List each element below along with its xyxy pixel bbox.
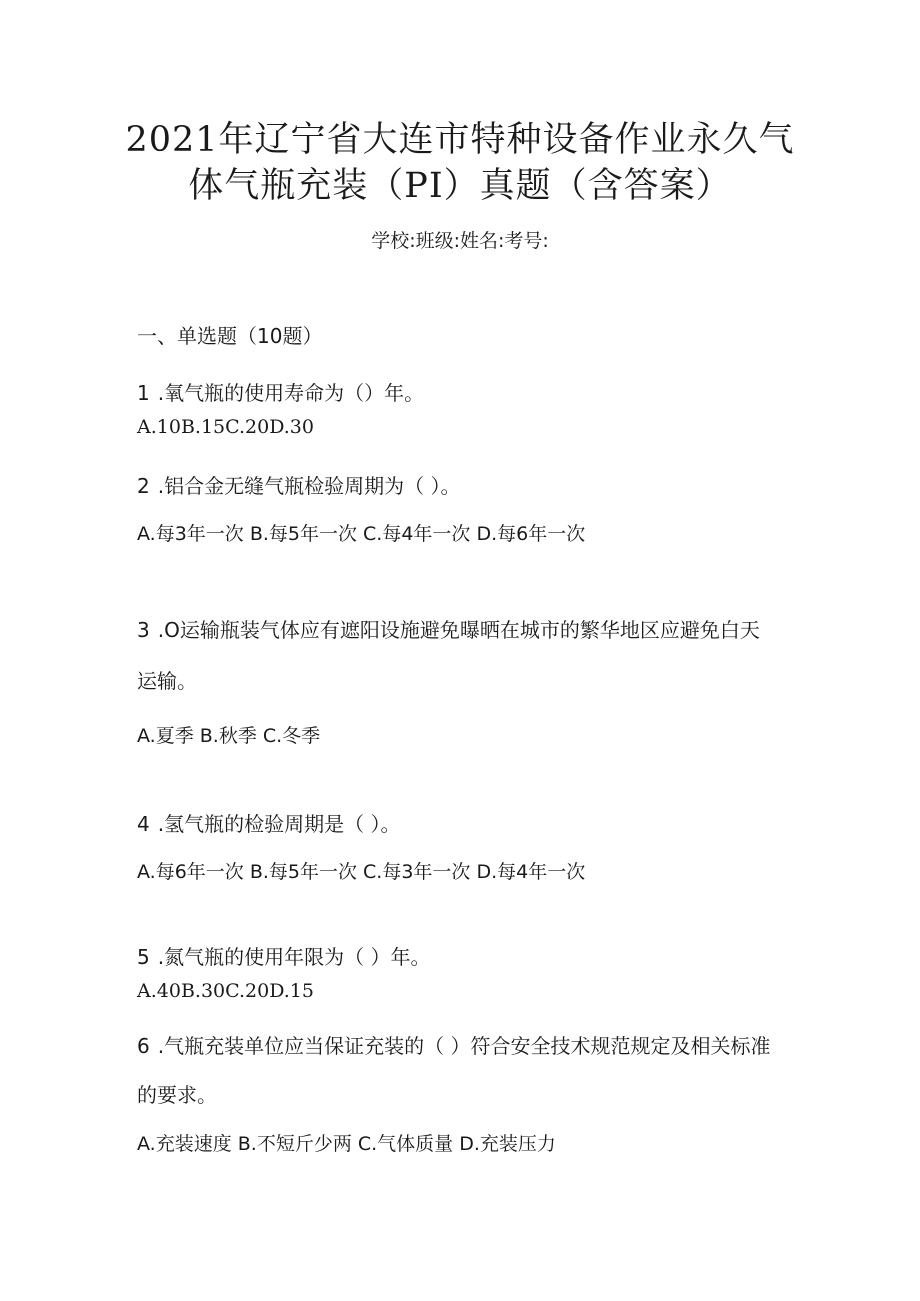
question-text: .氢气瓶的检验周期是（ ）。 [157, 812, 401, 836]
question-5-options: A.40B.30C.20D.15 [137, 980, 314, 1002]
question-4-options: A.每6年一次 B.每5年一次 C.每3年一次 D.每4年一次 [137, 861, 586, 883]
question-number: 2 [137, 474, 150, 498]
question-number: 3 [137, 618, 150, 642]
question-1-options: A.10B.15C.20D.30 [137, 416, 314, 438]
question-2 [137, 470, 460, 499]
question-text: .铝合金无缝气瓶检验周期为（ ）。 [157, 474, 461, 498]
question-number: 6 [137, 1034, 150, 1058]
question-3-continuation: 运输。 [137, 669, 197, 693]
question-2-options: A.每3年一次 B.每5年一次 C.每4年一次 D.每6年一次 [137, 523, 586, 545]
question-3 [137, 614, 760, 643]
question-text-line-1: .O运输瓶装气体应有遮阳设施避免曝晒在城市的繁华地区应避免白天 [157, 618, 760, 642]
document-title-line-2: 体气瓶充装（PI）真题（含答案） [188, 166, 732, 206]
question-number: 5 [137, 945, 150, 969]
question-5 [137, 941, 430, 970]
question-text: .氧气瓶的使用寿命为（）年。 [157, 381, 425, 405]
student-info-line: 学校:班级:姓名:考号: [371, 230, 549, 252]
question-6 [137, 1030, 770, 1059]
document-title-line-1: 2021年辽宁省大连市特种设备作业永久气 [125, 120, 795, 160]
section-heading: 一、单选题（10题） [137, 324, 323, 348]
question-6-continuation: 的要求。 [137, 1083, 217, 1107]
question-text: .氮气瓶的使用年限为（ ）年。 [157, 945, 431, 969]
question-6-options: A.充装速度 B.不短斤少两 C.气体质量 D.充装压力 [137, 1133, 556, 1155]
question-4 [137, 808, 400, 837]
question-text-line-1: .气瓶充装单位应当保证充装的（ ）符合安全技术规范规定及相关标准 [157, 1034, 771, 1058]
question-number: 4 [137, 812, 150, 836]
question-3-options: A.夏季 B.秋季 C.冬季 [137, 725, 321, 747]
question-number: 1 [137, 381, 150, 405]
question-1 [137, 377, 424, 406]
